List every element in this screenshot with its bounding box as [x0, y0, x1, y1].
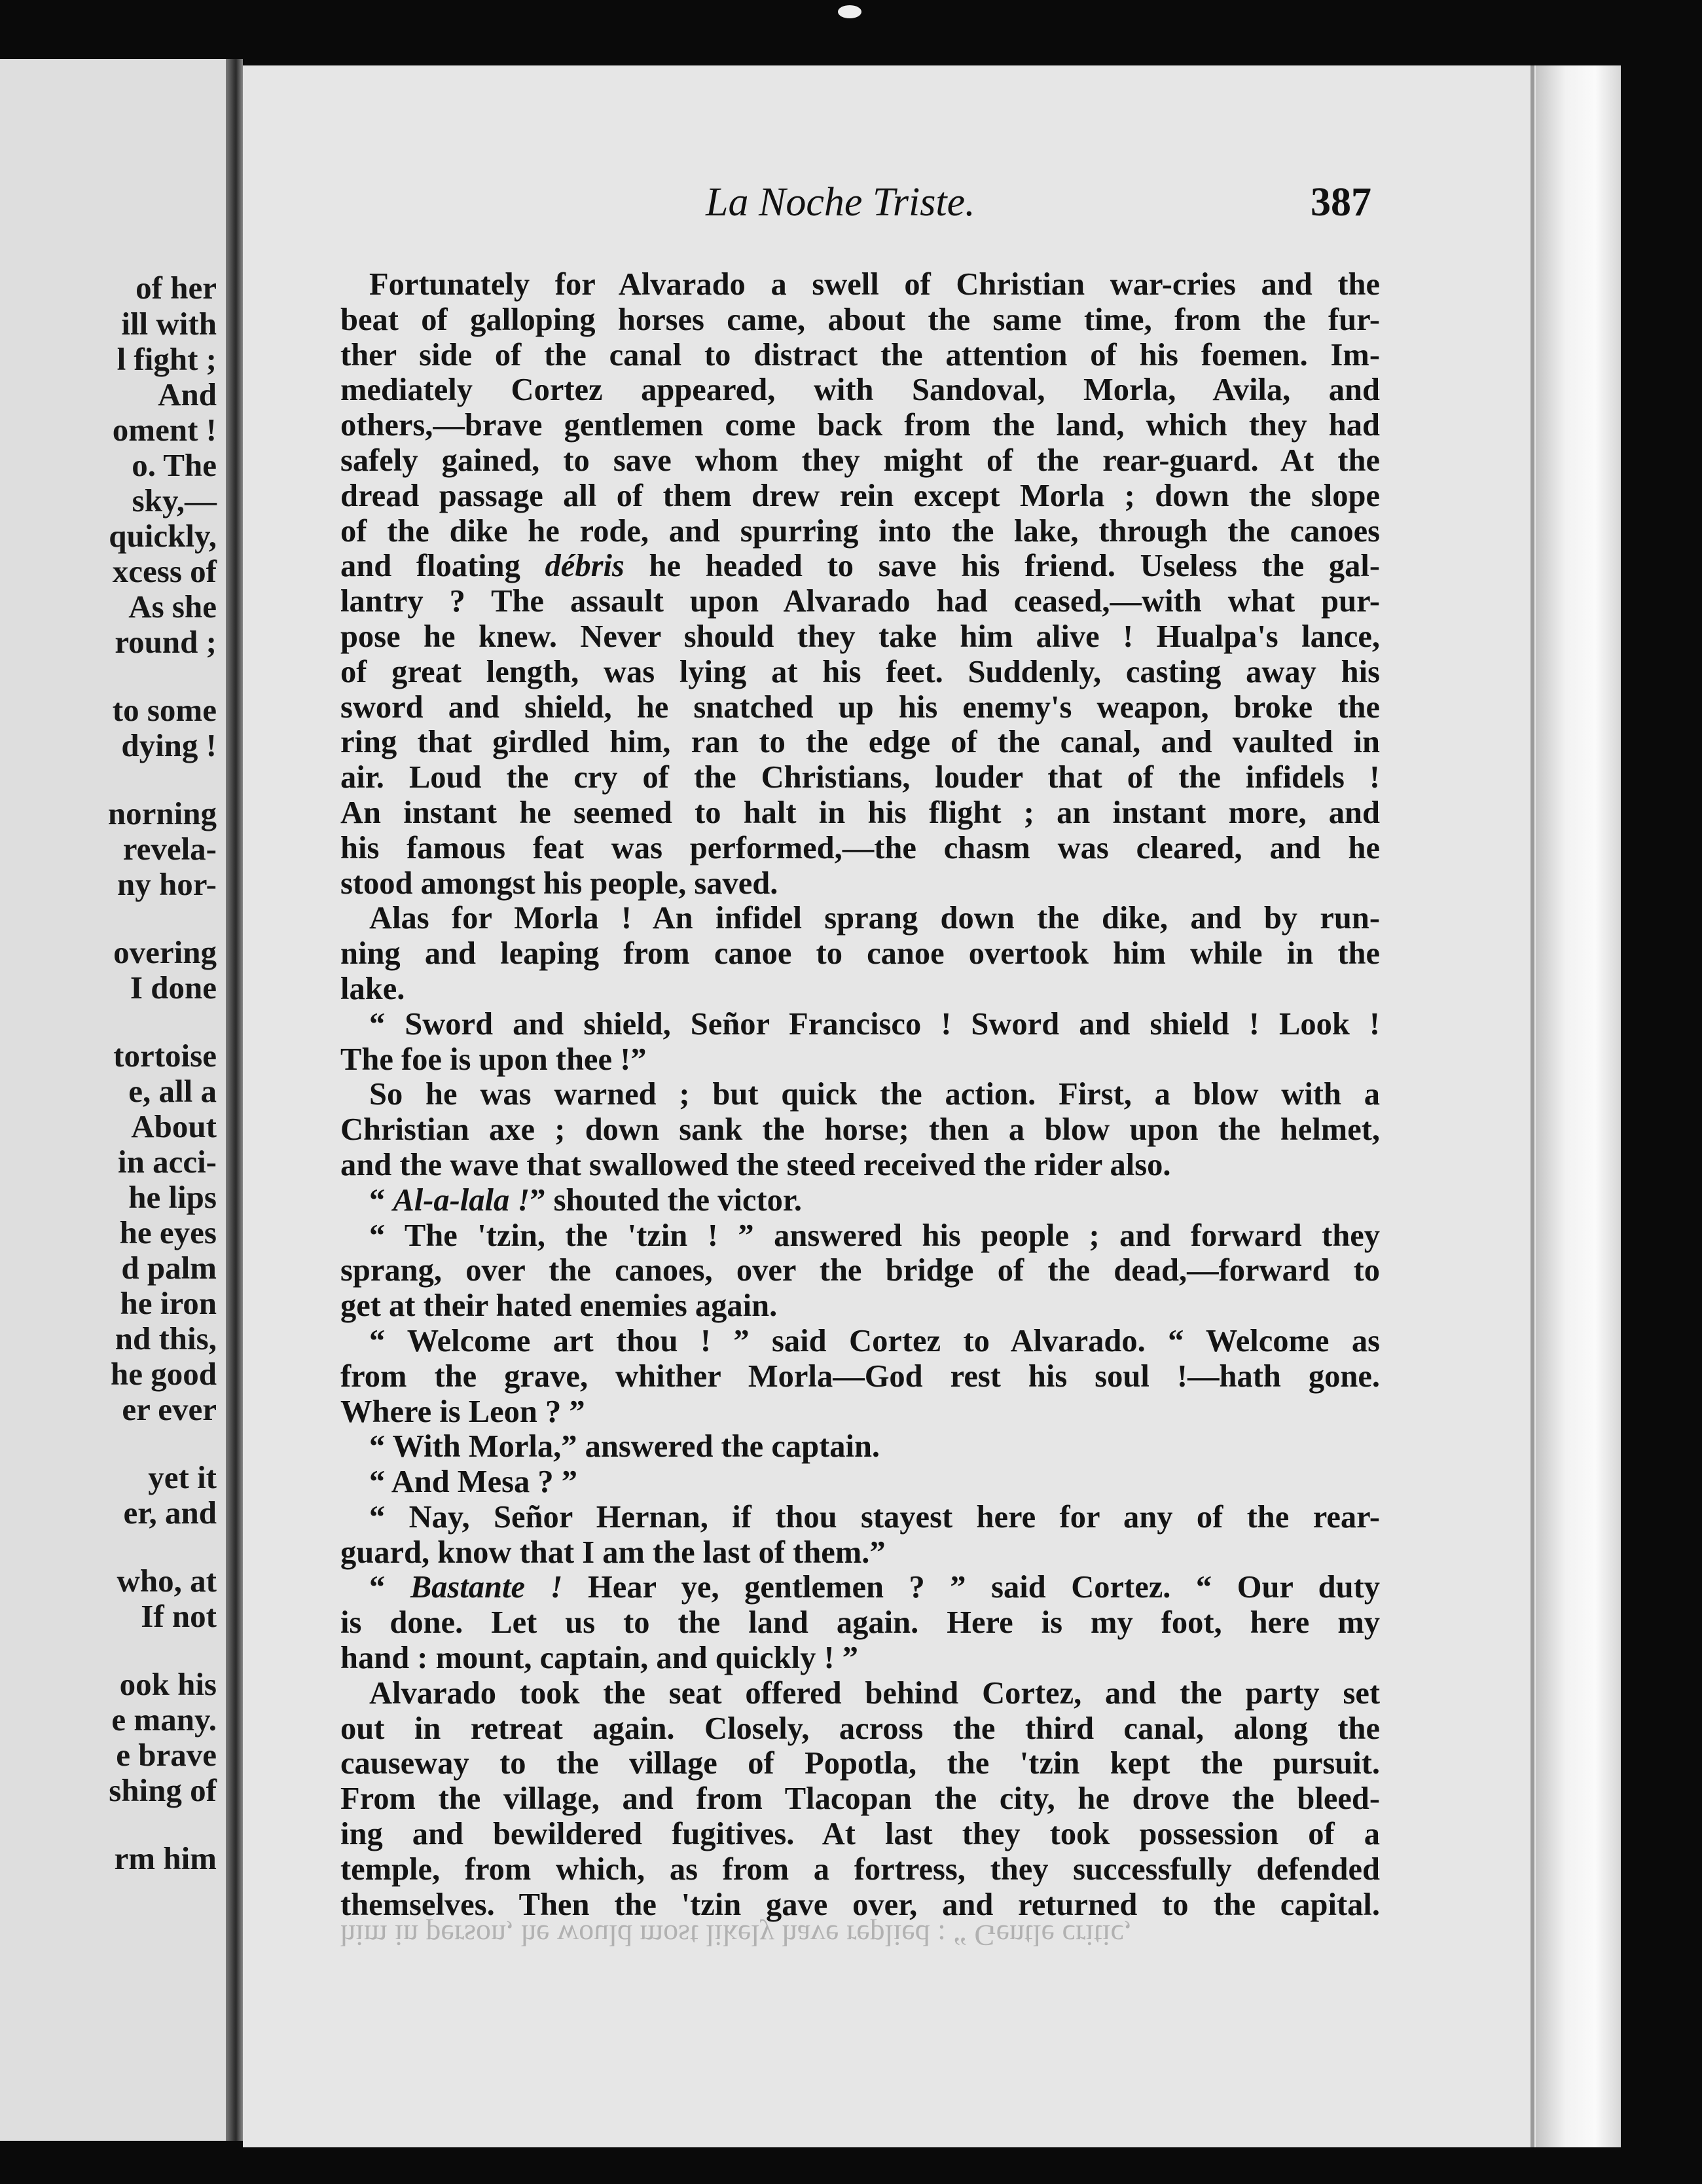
text-line: themselves. Then the 'tzin gave over, and returned to the capital. [340, 1887, 1380, 1922]
left-page-line: who, at [117, 1563, 217, 1599]
text-line: The foe is upon thee !” [340, 1042, 647, 1077]
text-line: of the dike he rode, and spurring into the lake, through the canoes [340, 513, 1380, 549]
text-run: and floating [340, 549, 545, 584]
text-line: An instant he seemed to halt in his flight ; an instant more, and [340, 795, 1380, 830]
italic-text: débris [545, 549, 625, 584]
text-line: Christian axe ; down sank the horse; then a blow upon the helmet, [340, 1112, 1380, 1148]
left-page-line: overing [113, 934, 217, 970]
left-page-line: quickly, [109, 518, 217, 554]
text-line: “ The 'tzin, the 'tzin ! ” answered his people ; and forward they [369, 1218, 1380, 1253]
text-line: From the village, and from Tlacopan the city, he drove the bleed- [340, 1781, 1380, 1817]
text-line: his famous feat was performed,—the chasm was cleared, and he [340, 830, 1380, 865]
text-line: ing and bewildered fugitives. At last they took possession of a [340, 1817, 1380, 1852]
text-line [340, 1183, 1380, 1218]
text-line: stood amongst his people, saved. [340, 865, 778, 901]
left-page [0, 59, 226, 2141]
left-page-line: yet it [148, 1459, 217, 1495]
text-line: So he was warned ; but quick the action. First, a blow with a [369, 1077, 1380, 1112]
left-page-line: e, all a [128, 1073, 217, 1109]
text-line: “ Nay, Señor Hernan, if thou stayest here for any of the rear- [369, 1499, 1380, 1535]
left-page-line: If not [141, 1598, 217, 1634]
left-page-line: tortoise [113, 1038, 217, 1074]
left-page-line: sky,— [132, 482, 217, 519]
left-page-line: he iron [120, 1285, 217, 1321]
text-run: ” shouted the victor. [530, 1182, 803, 1218]
text-line: get at their hated enemies again. [340, 1288, 778, 1324]
italic-text: Bastante ! [410, 1570, 563, 1605]
text-run: he headed to save his friend. Useless the gal- [624, 549, 1380, 584]
left-page-line: he lips [128, 1179, 217, 1215]
left-page-line: oment ! [112, 412, 217, 448]
text-line: ning and leaping from canoe to canoe overtook him while in the [340, 936, 1380, 972]
page-number: 387 [1311, 180, 1371, 225]
left-page-line: ny hor- [117, 866, 217, 902]
left-page-line: he good [110, 1356, 217, 1392]
text-line: mediately Cortez appeared, with Sandoval, Morla, Avila, and [340, 373, 1380, 408]
text-line: guard, know that I am the last of them.” [340, 1535, 886, 1570]
text-line: air. Loud the cry of the Christians, louder that of the infidels ! [340, 760, 1380, 795]
text-line: from the grave, whither Morla—God rest his soul !—hath gone. [340, 1358, 1380, 1394]
left-page-line: d palm [121, 1250, 217, 1286]
text-line: sprang, over the canoes, over the bridge of the dead,—forward to [340, 1253, 1380, 1288]
italic-text: Al-a-lala ! [393, 1182, 530, 1218]
text-line: out in retreat again. Closely, across the third canal, along the [340, 1711, 1380, 1746]
text-line: others,—brave gentlemen come back from the land, which they had [340, 408, 1380, 443]
text-line: is done. Let us to the land again. Here is my foot, here my [340, 1605, 1380, 1641]
body-text [340, 267, 1380, 1922]
text-line: “ And Mesa ? ” [369, 1465, 577, 1500]
text-line: “ Sword and shield, Señor Francisco ! Sword and shield ! Look ! [369, 1006, 1380, 1042]
left-page-line: About [131, 1108, 217, 1144]
text-line: and the wave that swallowed the steed received the rider also. [340, 1147, 1171, 1182]
left-page-line: er, and [123, 1495, 217, 1531]
text-line: pose he knew. Never should they take him alive ! Hualpa's lance, [340, 619, 1380, 654]
text-line: lantry ? The assault upon Alvarado had ceased,—with what pur- [340, 584, 1380, 619]
text-line: Alvarado took the seat offered behind Cortez, and the party set [369, 1675, 1380, 1711]
left-page-line: in acci- [117, 1144, 217, 1180]
page-edge-line [1530, 65, 1534, 2147]
left-page-line: nd this, [115, 1320, 217, 1356]
left-page-line: revela- [122, 831, 217, 867]
left-page-line: As she [128, 589, 217, 625]
left-page-line: of her [136, 270, 217, 306]
text-line: “ Welcome art thou ! ” said Cortez to Alvarado. “ Welcome as [369, 1323, 1380, 1358]
text-line: causeway to the village of Popotla, the 'tzin kept the pursuit. [340, 1746, 1380, 1781]
book-gutter [226, 59, 243, 2141]
text-run: “ [369, 1570, 410, 1605]
text-line: safely gained, to save whom they might of the rear-guard. At the [340, 443, 1380, 478]
left-page-line: to some [112, 692, 217, 728]
text-run: “ [369, 1182, 393, 1218]
left-page-line: e many. [111, 1702, 217, 1738]
left-page-line: xcess of [112, 553, 217, 589]
text-line: “ With Morla,” answered the captain. [369, 1429, 880, 1465]
left-page-line: o. The [132, 447, 217, 483]
left-page-line: he eyes [119, 1214, 217, 1250]
left-page-line: I done [130, 970, 217, 1006]
left-page-line: dying ! [121, 727, 217, 763]
text-line: of great length, was lying at his feet. Suddenly, casting away his [340, 654, 1380, 689]
text-line: Where is Leon ? ” [340, 1394, 585, 1429]
text-line: ther side of the canal to distract the attention of his foemen. Im- [340, 337, 1380, 373]
text-line: beat of galloping horses came, about the same time, from the fur- [340, 302, 1380, 337]
text-line: sword and shield, he snatched up his enemy's weapon, broke the [340, 689, 1380, 725]
text-line: ring that girdled him, ran to the edge of the canal, and vaulted in [340, 725, 1380, 760]
running-title: La Noche Triste. [706, 180, 975, 225]
text-line [340, 1570, 1380, 1605]
text-run: Hear ye, gentlemen ? ” said Cortez. “ Our duty [562, 1570, 1380, 1605]
left-page-line: ill with [121, 306, 217, 342]
text-line: dread passage all of them drew rein except Morla ; down the slope [340, 478, 1380, 513]
left-page-line: ook his [119, 1666, 217, 1702]
left-page-line: rm him [114, 1840, 217, 1876]
text-line [340, 549, 1380, 584]
text-line: temple, from which, as from a fortress, they successfully defended [340, 1851, 1380, 1887]
text-line: Fortunately for Alvarado a swell of Christian war-cries and the [369, 267, 1380, 302]
left-page-line: shing of [109, 1772, 217, 1808]
left-page-line: l fight ; [117, 341, 217, 377]
text-line: hand : mount, captain, and quickly ! ” [340, 1641, 859, 1676]
left-page-line: norning [107, 795, 217, 831]
page-edge-strip [1536, 65, 1621, 2147]
left-page-line: er ever [122, 1391, 217, 1427]
left-page-line: e brave [116, 1737, 217, 1773]
left-page-line: round ; [115, 624, 217, 660]
show-through-text: him in person, he would most likely have replied : “ Gentle critic, [340, 1919, 1132, 1952]
left-page-line: And [158, 376, 217, 412]
scan-speck [838, 5, 861, 18]
text-line: Alas for Morla ! An infidel sprang down the dike, and by run- [369, 901, 1380, 936]
text-line: lake. [340, 971, 405, 1006]
